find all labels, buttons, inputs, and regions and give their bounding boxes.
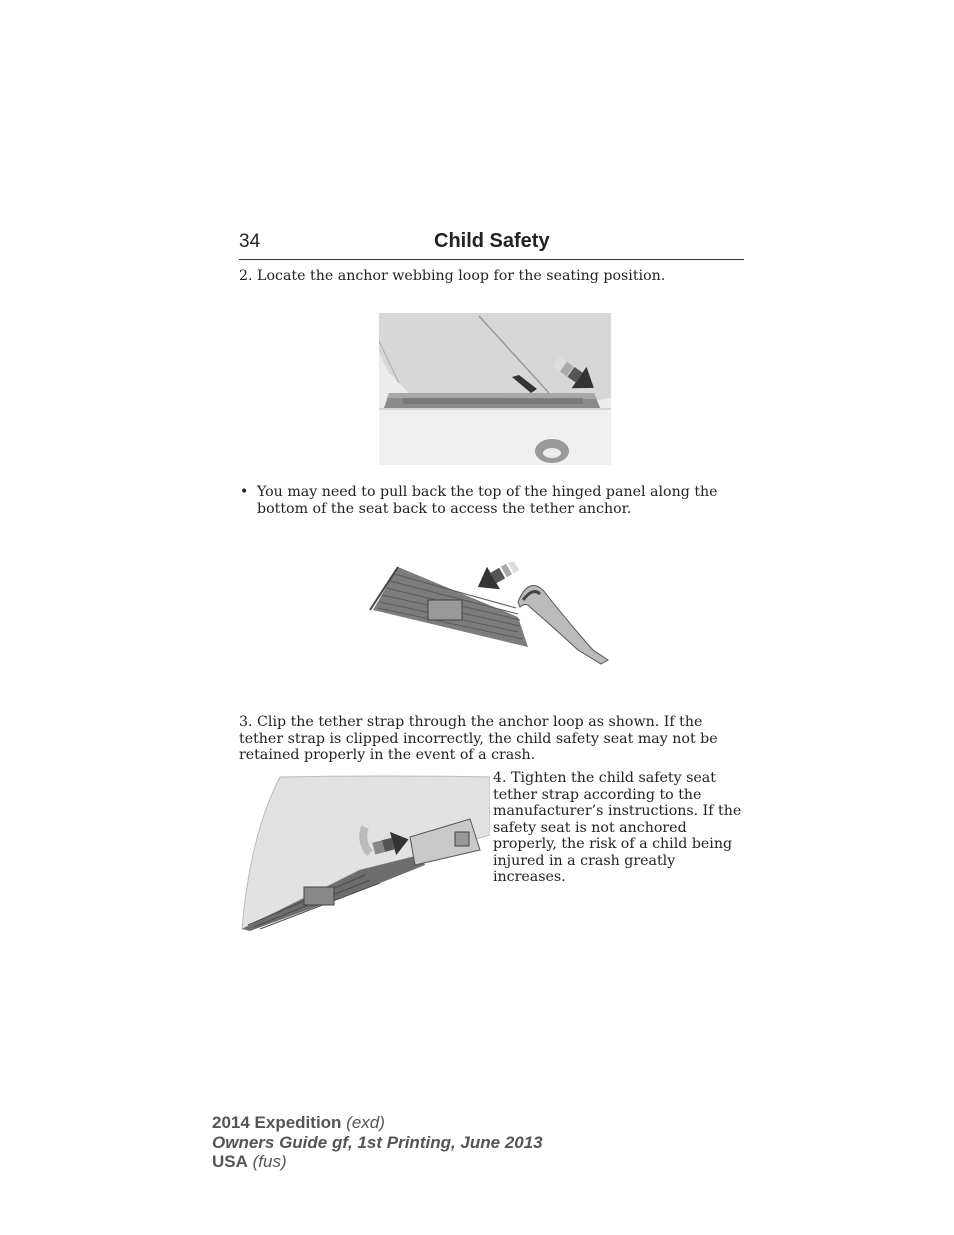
footer-market: USA (212, 1152, 248, 1171)
page-header (239, 229, 744, 260)
footer-guide-info: Owners Guide gf, 1st Printing, June 2013 (212, 1132, 543, 1152)
step-3-text: 3. Clip the tether strap through the anchor loop as shown. If the tether strap is clipped incorrectly, the child safety seat may not be retained properly in the event of a crash. (239, 714, 718, 763)
bullet-symbol: • (240, 484, 249, 500)
page-number: 34 (239, 231, 261, 252)
bullet-text: You may need to pull back the top of the hinged panel along the bottom of the seat back to access the tether anchor. (257, 484, 718, 517)
footer-line-1 (212, 1113, 543, 1133)
tether-clip-illustration (368, 562, 616, 666)
footer-model: 2014 Expedition (212, 1113, 342, 1132)
footer-market-code: (fus) (247, 1152, 287, 1171)
tighten-strap-illustration (240, 775, 490, 931)
footer-line-2 (212, 1133, 543, 1153)
footer-model-code: (exd) (341, 1113, 385, 1132)
seat-anchor-illustration (379, 313, 611, 465)
step-2-text: 2. Locate the anchor webbing loop for the seating position. (239, 268, 666, 284)
footer-line-3 (212, 1152, 543, 1172)
section-title: Child Safety (434, 230, 550, 252)
footer (212, 1113, 543, 1172)
step-4-text: 4. Tighten the child safety seat tether strap according to the manufacturer’s instructions. If the safety seat is not anchored properly, the risk of a child being injured in a crash greatly increases. (493, 770, 742, 885)
